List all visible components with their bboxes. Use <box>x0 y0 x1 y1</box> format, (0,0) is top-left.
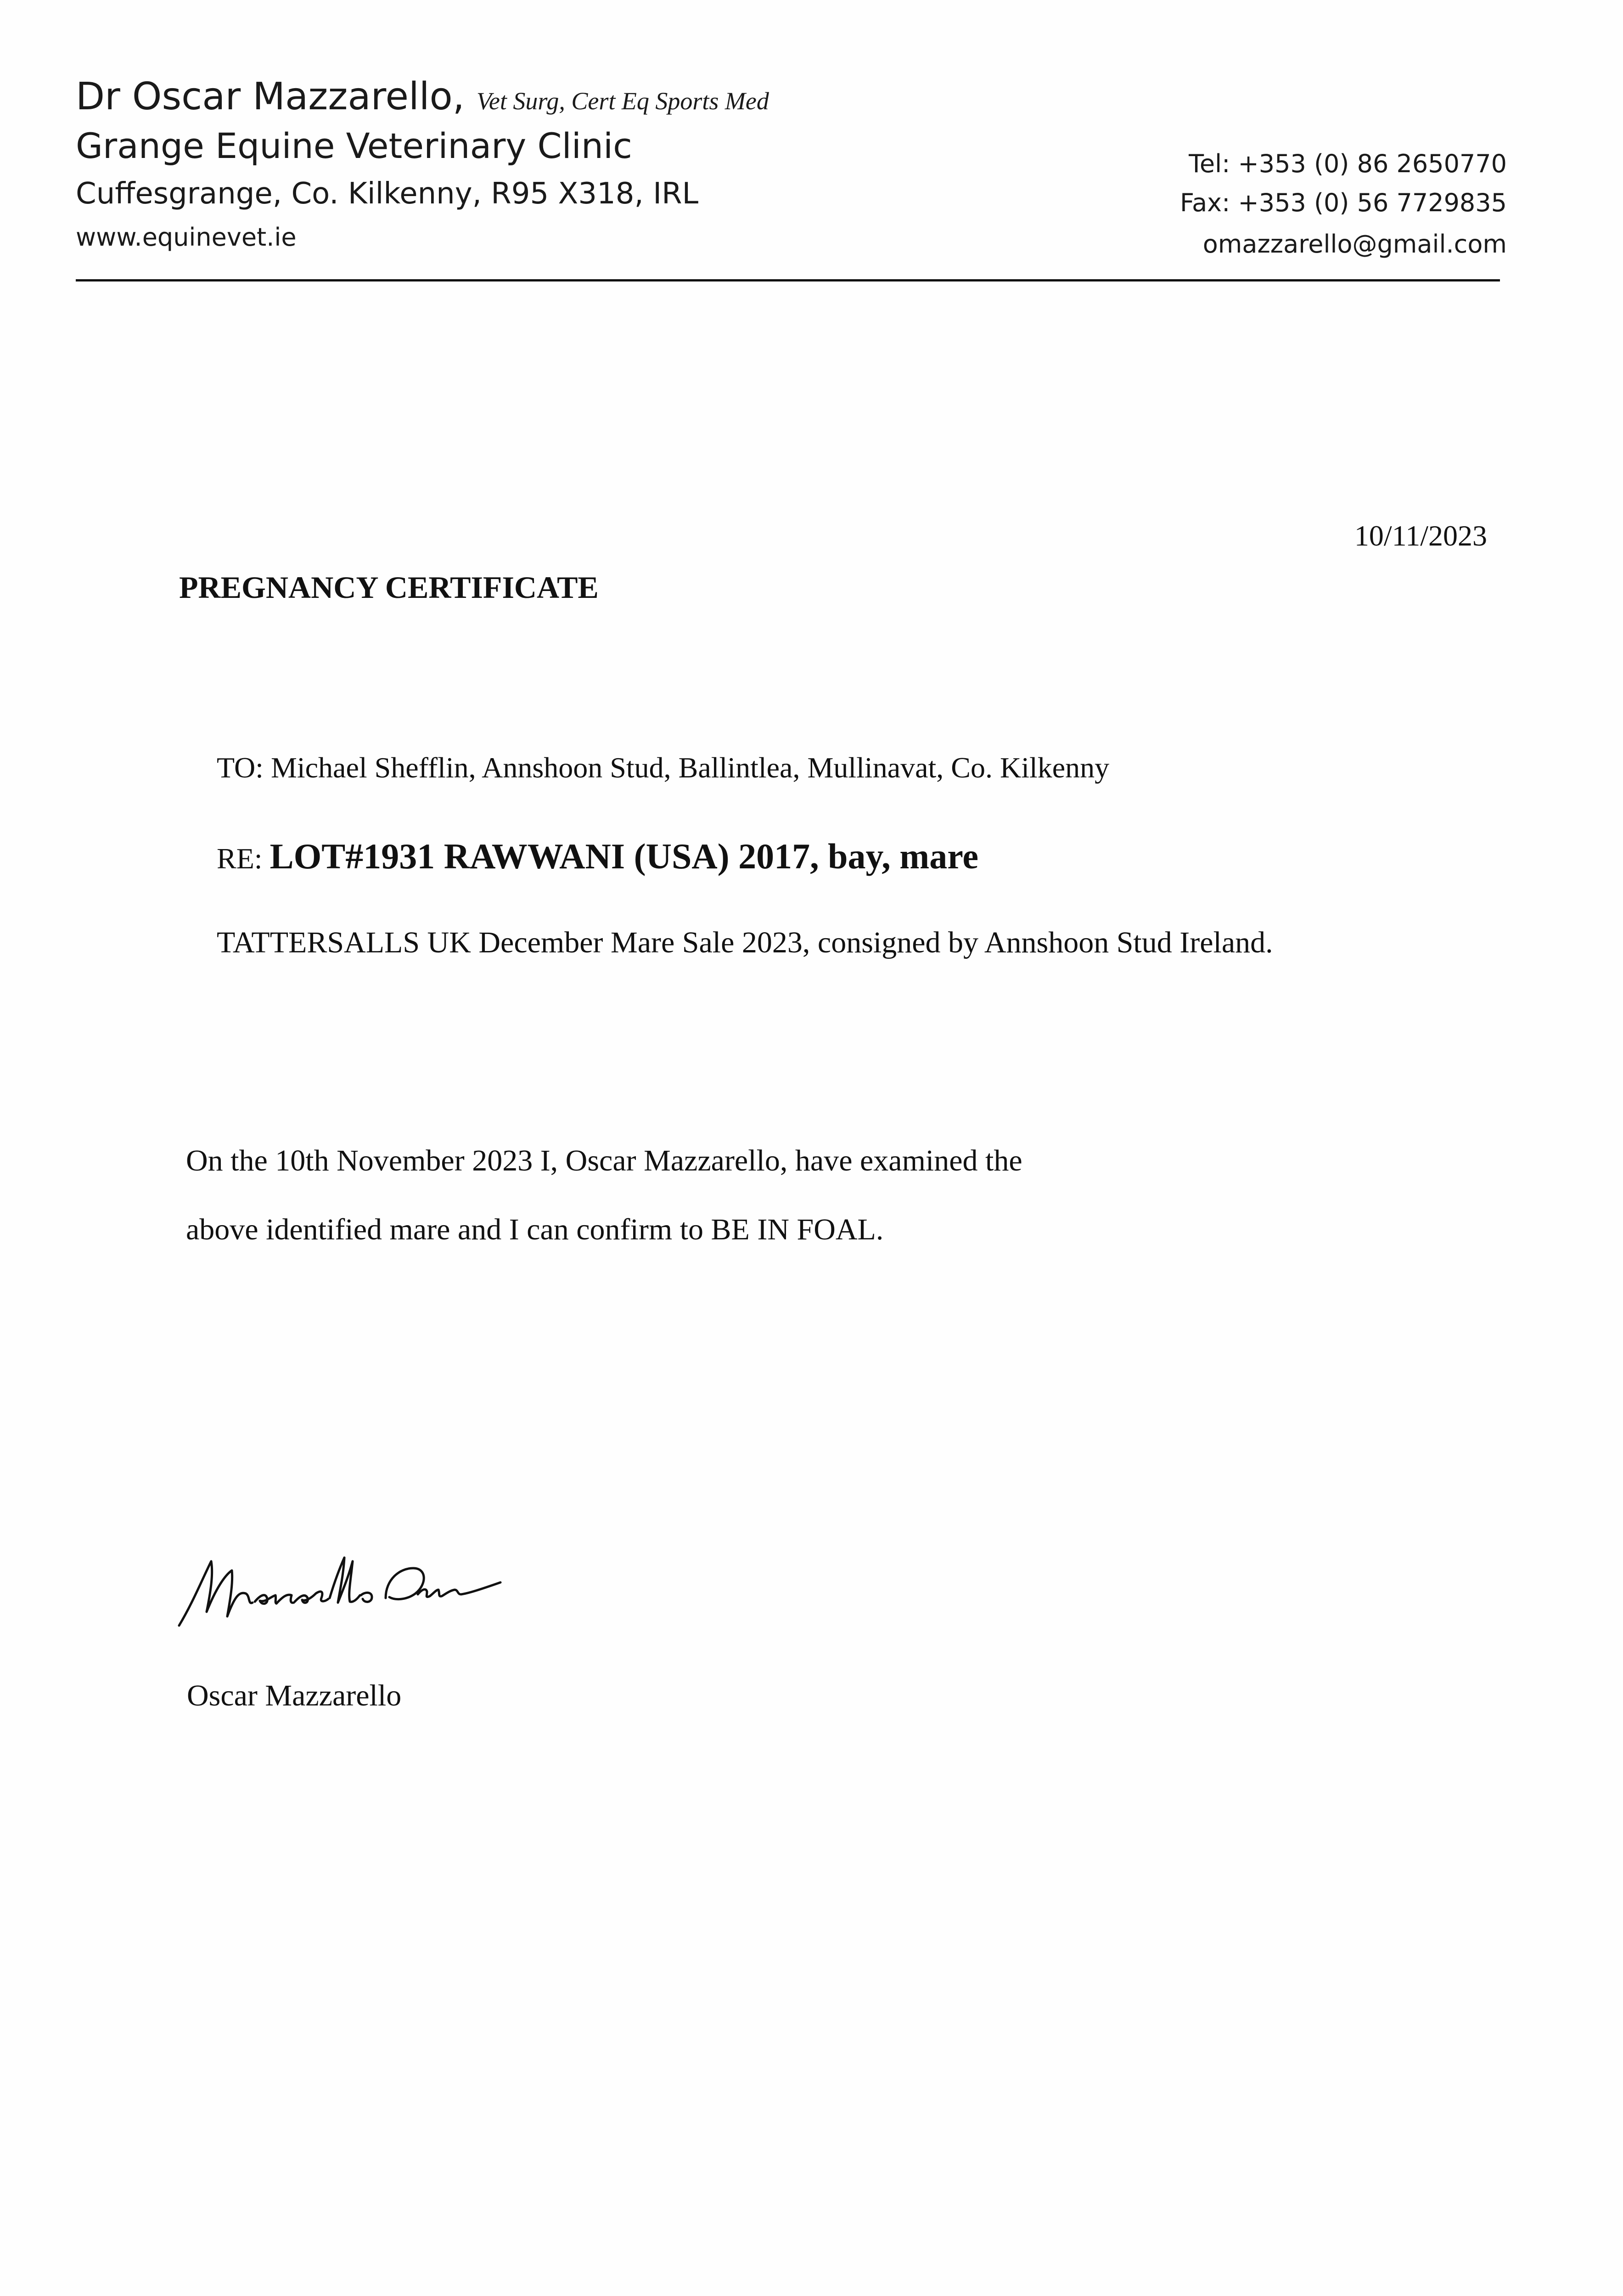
vet-qualifications: Vet Surg, Cert Eq Sports Med <box>476 87 769 115</box>
handwritten-signature <box>170 1548 556 1639</box>
clinic-name: Grange Equine Veterinary Clinic <box>76 125 632 166</box>
vet-name: Dr Oscar Mazzarello <box>76 75 453 118</box>
certificate-date: 10/11/2023 <box>1354 519 1487 552</box>
statement-line-2: above identified mare and I can confirm to BE IN FOAL. <box>186 1213 884 1246</box>
subject-line <box>217 836 978 877</box>
subject-prefix: RE: <box>217 842 270 875</box>
sale-line: TATTERSALLS UK December Mare Sale 2023, consigned by Annshoon Stud Ireland. <box>217 926 1273 959</box>
name-separator: , <box>452 75 465 118</box>
fax: Fax: +353 (0) 56 7729835 <box>1179 188 1507 217</box>
header-divider <box>76 279 1500 281</box>
clinic-website: www.equinevet.ie <box>76 223 297 252</box>
email-address: omazzarello@gmail.com <box>1202 230 1507 259</box>
certificate-title: PREGNANCY CERTIFICATE <box>179 570 599 605</box>
telephone: Tel: +353 (0) 86 2650770 <box>1189 149 1507 178</box>
recipient-line: TO: Michael Shefflin, Annshoon Stud, Ballintlea, Mullinavat, Co. Kilkenny <box>217 751 1110 784</box>
subject-lot: LOT#1931 RAWWANI (USA) 2017, bay, mare <box>270 836 979 876</box>
clinic-address: Cuffesgrange, Co. Kilkenny, R95 X318, IRL <box>76 177 699 211</box>
signer-name: Oscar Mazzarello <box>187 1679 402 1712</box>
statement-line-1: On the 10th November 2023 I, Oscar Mazzarello, have examined the <box>186 1144 1022 1177</box>
vet-name-line <box>76 75 769 118</box>
